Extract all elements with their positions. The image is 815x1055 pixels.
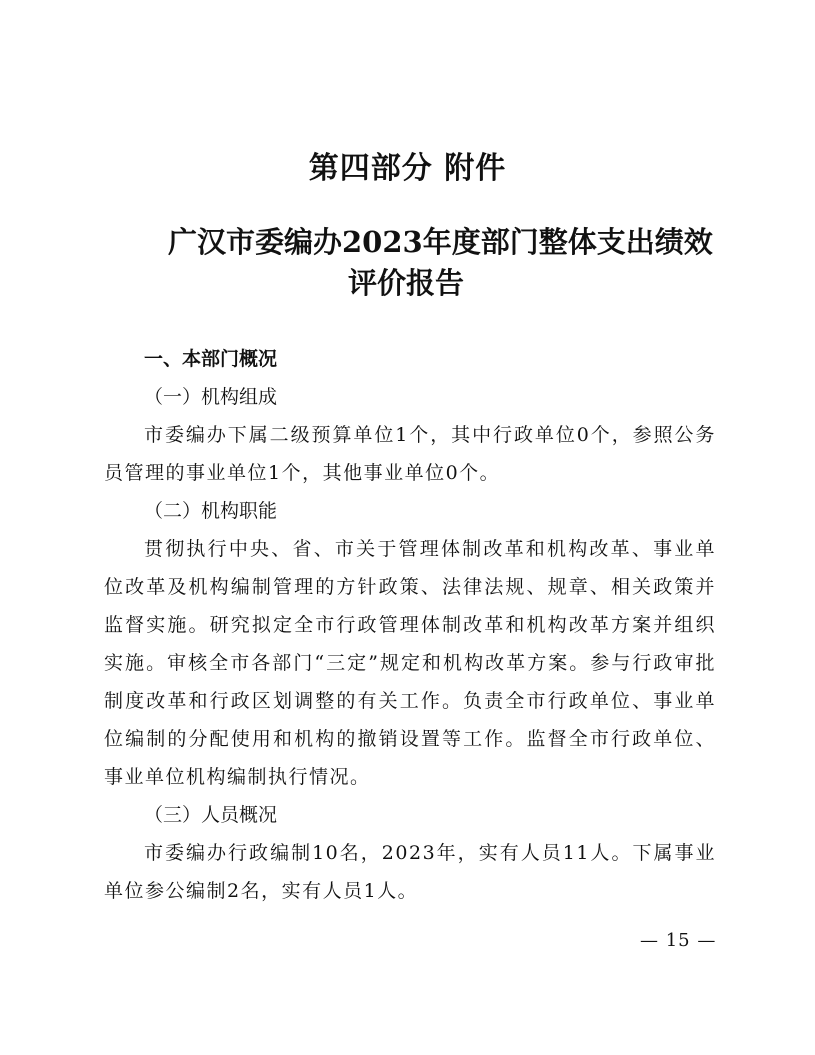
report-body [104, 340, 716, 910]
section-heading-overview: 一、本部门概况 [144, 348, 278, 370]
subsection-heading-personnel: （三）人员概况 [144, 804, 278, 826]
page-number: — 15 — [640, 930, 717, 951]
part-title: 第四部分 附件 [308, 151, 507, 186]
report-title [168, 222, 728, 304]
subsection-heading-composition: （一）机构组成 [144, 386, 278, 408]
paragraph-personnel: 市委编办行政编制10名，2023年，实有人员11人。下属事业单位参公编制2名，实有人员1人。 [104, 842, 716, 902]
report-title-line1: 广汉市委编办2023年度部门整体支出绩效 [168, 225, 713, 259]
paragraph-composition: 市委编办下属二级预算单位1个，其中行政单位0个，参照公务员管理的事业单位1个，其他事业单位0个。 [104, 424, 716, 484]
report-title-line2: 评价报告 [348, 266, 465, 300]
paragraph-functions: 贯彻执行中央、省、市关于管理体制改革和机构改革、事业单位改革及机构编制管理的方针政策、法律法规、规章、相关政策并监督实施。研究拟定全市行政管理体制改革和机构改革方案并组织实施。审核全市各部门“三定”规定和机构改革方案。参与行政审批制度改革和行政区划调整的有关工作。负责全市行政单位、事业单位编制的分配使用和机构的撤销设置等工作。监督全市行政单位、事业单位机构编制执行情况。 [104, 538, 716, 788]
subsection-heading-functions: （二）机构职能 [144, 500, 278, 522]
